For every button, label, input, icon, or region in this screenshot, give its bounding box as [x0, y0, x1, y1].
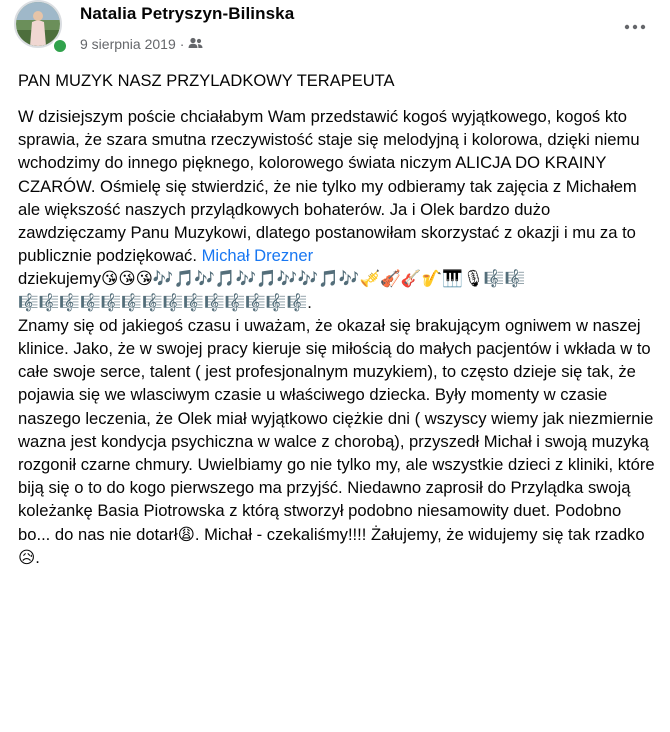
- online-status-dot: [52, 38, 68, 54]
- author-avatar[interactable]: [14, 0, 66, 52]
- emoji-line: 😘😘😘🎶🎵🎶🎵🎶🎵🎶🎶🎵🎶🎺🎻🎸🎷🎹🎙🎼🎼: [101, 269, 526, 289]
- friends-icon[interactable]: [188, 36, 203, 52]
- paragraph-2: Znamy się od jakiegoś czasu i uważam, że okazał się brakującym ogniwem w naszej klinice. Jako, że w swojej pracy kieruje się miłością do małych pacjentów i wkłada w to całe swoje serce, talent ( jest profesjonalnym muzykiem), to często dzieje się tak, że pojawia się we wlasciwym czasie u właściwego dziecka. Były momenty w czasie naszego leczenia, że Olek miał wyjątkowo ciężkie dni ( wszyscy wiemy jak niezmiernie wazna jest kondycja psychiczna w walce z chorobą), przyszedł Michał i swoją muzyką rozgonił czarne chmury. Uwielbiamy go nie tylko my, ale wszystkie dzieci z kliniki, które biją się o to do kogo pierwszego ma przyjść. Niedawno zaprosił do Przylądka swoją koleżankę Basia Piotrowska z którą stworzył podobno niesamowity duet. Podobno bo... do nas nie dotarł😩. Michał - czekaliśmy!!!! Żałujemy, że widujemy się tak rzadko😥.: [18, 315, 655, 567]
- post-header: [0, 0, 670, 60]
- post-body: [18, 105, 658, 569]
- post-title: PAN MUZYK NASZ PRZYLADKOWY TERAPEUTA: [18, 72, 395, 90]
- thanks-text: dziekujemy: [18, 269, 102, 289]
- post-meta: [80, 36, 203, 52]
- paragraph-1: W dzisiejszym poście chciałabym Wam przedstawić kogoś wyjątkowego, kogoś kto sprawia, że szara smutna rzeczywistość staje się melodyjną i kolorowa, dzięki niemu wchodzimy do innego pięknego, kolorowego świata niczym ALICJA DO KRAINY CZARÓW. Ośmielę się stwierdzić, że nie tylko my odbieramy tak zajęcia z Michałem ale większość naszych przylądkowych bohaterów. Ja i Olek bardzo dużo zawdzięczamy Panu Muzykowi, dlatego postanowiłam skorzystać z okazji i mu za to publicznie podziękować.: [18, 107, 640, 266]
- author-name[interactable]: Natalia Petryszyn-Bilinska: [80, 4, 295, 23]
- emoji-line-2: 🎼🎼🎼🎼🎼🎼🎼🎼🎼🎼🎼🎼🎼🎼.: [18, 292, 312, 312]
- mention-link[interactable]: Michał Drezner: [201, 246, 314, 266]
- more-horizontal-icon: [624, 24, 646, 30]
- more-options-button[interactable]: [618, 10, 652, 44]
- post-date[interactable]: 9 sierpnia 2019: [80, 36, 176, 52]
- meta-separator: ·: [179, 36, 185, 52]
